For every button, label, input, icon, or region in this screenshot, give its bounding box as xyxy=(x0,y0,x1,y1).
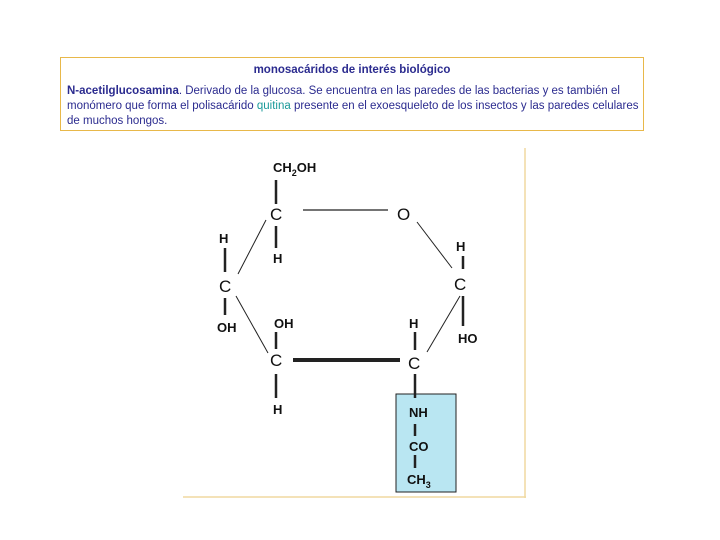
molecule-name: N-acetilglucosamina xyxy=(67,85,179,97)
h-c2-label: H xyxy=(409,316,419,331)
oh-left-label: OH xyxy=(217,320,237,335)
h-c3-label: H xyxy=(273,402,283,417)
ho-right-label: HO xyxy=(458,331,478,346)
co-label: CO xyxy=(409,439,429,454)
bond-c2-c1 xyxy=(427,296,460,352)
carbon-3-label: C xyxy=(270,351,283,370)
chitin-term: quitina xyxy=(256,100,291,112)
h-left-top-label: H xyxy=(219,231,229,246)
carbon-1-label: C xyxy=(454,275,467,294)
bond-o-c1 xyxy=(417,222,452,268)
carbon-4-label: C xyxy=(219,277,232,296)
ring-oxygen-label: O xyxy=(397,205,411,224)
description-part-2: presente en el exoesqueleto de los insectos y las paredes celulares de muchos hongos. xyxy=(67,100,639,127)
h-c5-label: H xyxy=(273,251,283,266)
bond-c4-c3 xyxy=(236,296,268,353)
ch2oh-label: $CH_2OH$ xyxy=(273,160,317,178)
nh-label: NH xyxy=(409,405,428,420)
carbon-5-label: C xyxy=(270,205,283,224)
oh-inner-label: OH xyxy=(274,316,294,331)
description-part-1: . Derivado de la glucosa. Se encuentra en las paredes de las bacterias y es también el monómero que forma el polisacárido xyxy=(67,85,620,112)
carbon-2-label: C xyxy=(408,354,421,373)
info-title: monosacáridos de interés biológico xyxy=(253,64,451,76)
h-right-top-label: H xyxy=(456,239,466,254)
bond-c5-c4 xyxy=(238,220,266,274)
ch3-label: $CH_3$ xyxy=(407,472,431,490)
